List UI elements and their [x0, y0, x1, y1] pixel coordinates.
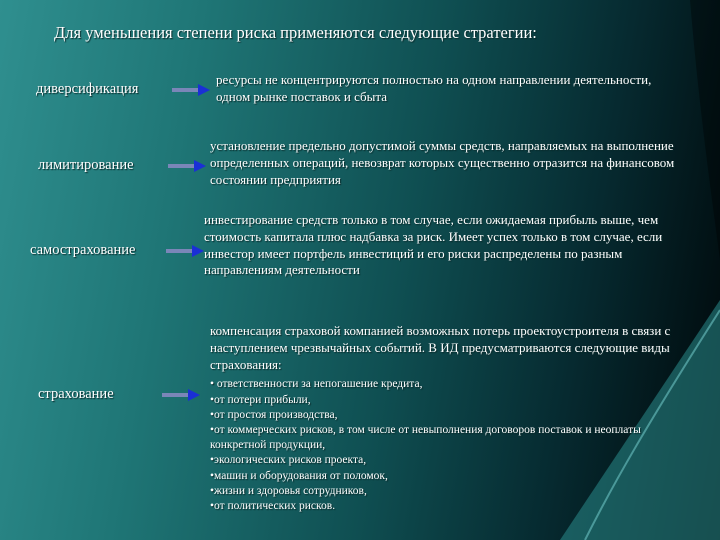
arrow-right-icon	[172, 83, 210, 97]
list-item: •от политических рисков.	[210, 500, 336, 513]
strategy-desc-self-insurance: инвестирование средств только в том случае, если ожидаемая прибыль выше, чем стоимость капитала плюс надбавка за риск. Имеет успех только в том случае, если инвестор имеет портфель инвестиций и его риски распределены по разным направлениям деятельности	[204, 212, 663, 278]
strategy-term-limiting: лимитирование	[38, 157, 134, 173]
list-item: •жизни и здоровья сотрудников,	[210, 484, 367, 497]
insurance-types-list	[210, 377, 690, 514]
strategy-term-self-insurance: самострахование	[30, 242, 136, 258]
list-item: •экологических рисков проекта,	[210, 454, 367, 467]
list-item: •от простоя производства,	[210, 408, 338, 421]
arrow-right-icon	[162, 388, 200, 402]
insurance-intro: компенсация страховой компанией возможных потерь проектоустроителя в связи с наступлением чрезвычайных событий. В ИД предусматриваются следующие виды страхования:	[210, 323, 671, 372]
strategy-term-insurance: страхование	[38, 386, 114, 402]
arrow-right-icon	[166, 244, 204, 258]
arrow-right-icon	[168, 159, 206, 173]
strategy-desc-insurance	[210, 323, 690, 514]
list-item: •от потери прибыли,	[210, 393, 311, 406]
strategy-desc-limiting: установление предельно допустимой суммы средств, направляемых на выполнение определенных операций, невозврат которых существенно отразится на финансовом состоянии предприятия	[210, 138, 675, 187]
strategy-term-diversification: диверсификация	[36, 81, 139, 97]
list-item: • ответственности за непогашение кредита,	[210, 378, 423, 391]
strategy-desc-diversification: ресурсы не концентрируются полностью на одном направлении деятельности, одном рынке поставок и сбыта	[216, 72, 652, 104]
slide-title: Для уменьшения степени риска применяются следующие стратегии:	[54, 23, 537, 42]
list-item: •машин и оборудования от поломок,	[210, 469, 388, 482]
list-item: •от коммерческих рисков, в том числе от невыполнения договоров поставок и неоплаты конкретной продукции,	[210, 424, 641, 452]
